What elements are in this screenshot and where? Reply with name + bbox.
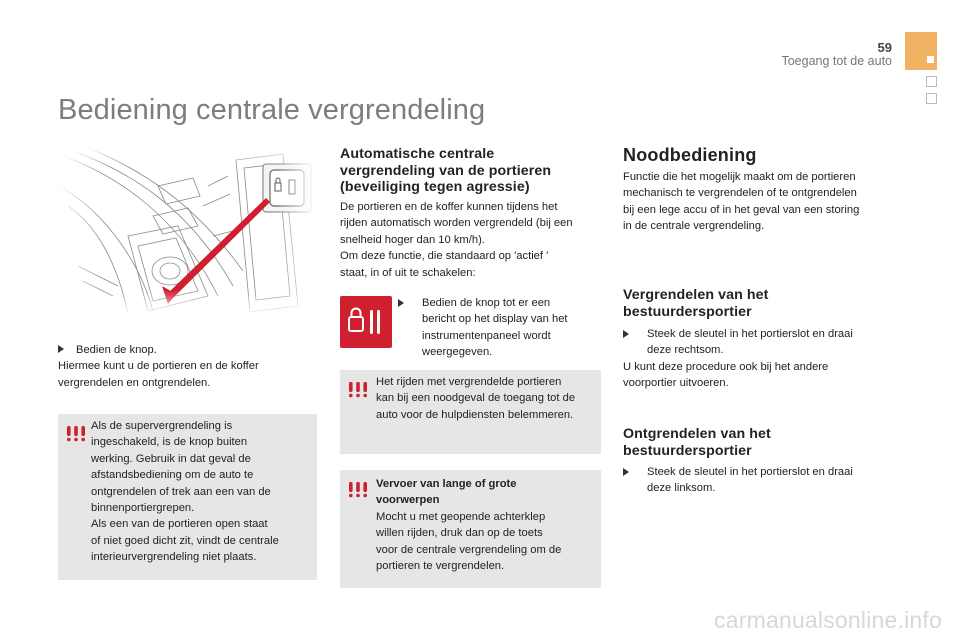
middle-warning-2-text — [376, 476, 598, 574]
lock-button-icon — [340, 296, 392, 348]
section1-text-line: U kunt deze procedure ook bij het andere — [623, 360, 829, 373]
middle-text-line: rijden automatisch worden vergrendeld (bij een — [340, 217, 573, 230]
middle-heading-line: vergrendeling van de portieren — [340, 162, 552, 179]
middle-bullet-item — [398, 295, 598, 361]
left-warning-line: Als de supervergrendeling is — [91, 420, 233, 432]
section2-bullet — [623, 464, 888, 497]
middle-text — [340, 199, 602, 281]
middle-text-line: Om deze functie, die standaard op 'actief ' — [340, 250, 549, 263]
section1-bullet-line: deze rechtsom. — [647, 344, 724, 357]
warning-exclamation-icon — [64, 424, 88, 442]
chapter-tab[interactable] — [905, 32, 937, 70]
right-text-line: bij een lege accu of in het geval van een storing — [623, 203, 860, 216]
right-text-line: Functie die het mogelijk maakt om de portieren — [623, 171, 856, 183]
middle-warning-box-1 — [340, 370, 601, 454]
section1-body — [623, 326, 888, 392]
warning-exclamation-icon — [346, 380, 370, 398]
left-bullet-text: Bedien de knop. — [76, 344, 157, 356]
section2-heading-line: bestuurdersportier — [623, 442, 752, 459]
warning-exclamation-icon — [346, 480, 370, 498]
left-bullet — [58, 342, 308, 358]
bullet-triangle-icon — [58, 345, 64, 353]
watermark: carmanualsonline.info — [714, 607, 942, 633]
chapter-title: Toegang tot de auto — [781, 54, 892, 68]
page-number: 59 — [877, 40, 892, 55]
chapter-tab-empty-1[interactable] — [926, 76, 937, 87]
middle-bullet-line: instrumentenpaneel wordt — [422, 329, 551, 342]
tab-marker-icon — [927, 56, 934, 63]
right-text — [623, 169, 888, 235]
left-warning-line: of niet goed dicht zit, vindt de centrale — [91, 534, 279, 547]
middle-warning-1-line: kan bij een noodgeval de toegang tot de — [376, 392, 576, 405]
chapter-tab-empty-2[interactable] — [926, 93, 937, 104]
left-warning-line: Als een van de portieren open staat — [91, 518, 268, 531]
middle-warning-1-line: Het rijden met vergrendelde portieren — [376, 376, 562, 388]
left-warning-box — [58, 414, 317, 580]
middle-bullet-line: weergegeven. — [422, 346, 493, 359]
section2-heading — [623, 426, 888, 459]
left-warning-line: binnenportiergrepen. — [91, 502, 195, 515]
section1-heading — [623, 287, 888, 320]
middle-text-line: staat, in of uit te schakelen: — [340, 266, 476, 279]
left-warning-line: interieurvergrendeling niet plaats. — [91, 551, 257, 564]
middle-heading — [340, 146, 602, 196]
middle-heading-line: Automatische centrale — [340, 146, 495, 162]
right-text-line: in de centrale vergrendeling. — [623, 220, 765, 233]
middle-warning-2-line: portieren te vergrendelen. — [376, 560, 505, 573]
section1-text-line: voorportier uitvoeren. — [623, 377, 729, 390]
middle-warning-2-title: Vervoer van lange of grote — [376, 478, 517, 490]
left-warning-line: ingeschakeld, is de knop buiten — [91, 436, 248, 449]
middle-bullet-line: bericht op het display van het — [422, 313, 568, 326]
section1-heading-line: bestuurdersportier — [623, 303, 752, 320]
middle-text-line: De portieren en de koffer kunnen tijdens het — [340, 201, 558, 213]
section2-body — [623, 464, 888, 497]
section1-heading-line: Vergrendelen van het — [623, 287, 769, 303]
right-text-line: mechanisch te vergrendelen of te ontgrendelen — [623, 187, 857, 200]
left-text-block — [58, 342, 308, 391]
console-illustration — [58, 146, 316, 316]
middle-warning-box-2 — [340, 470, 601, 588]
section2-heading-line: Ontgrendelen van het — [623, 426, 771, 442]
section1-bullet-line: Steek de sleutel in het portierslot en draai — [647, 328, 853, 340]
middle-warning-1-line: auto voor de hulpdiensten belemmeren. — [376, 408, 574, 421]
middle-text-line: snelheid hoger dan 10 km/h). — [340, 233, 485, 246]
section2-bullet-line: Steek de sleutel in het portierslot en draai — [647, 466, 853, 478]
left-text: Hiermee kunt u de portieren en de koffer vergrendelen en ontgrendelen. — [58, 360, 259, 389]
middle-warning-2-title: voorwerpen — [376, 494, 440, 507]
middle-warning-2-line: Mocht u met geopende achterklep — [376, 510, 546, 523]
section2-bullet-line: deze linksom. — [647, 482, 716, 495]
bullet-triangle-icon — [398, 299, 404, 307]
left-warning-text — [91, 418, 313, 566]
middle-warning-2-line: willen rijden, druk dan op de toets — [376, 527, 543, 540]
section1-bullet — [623, 326, 888, 359]
right-heading: Noodbediening — [623, 145, 757, 165]
middle-heading-line: (beveiliging tegen agressie) — [340, 179, 530, 195]
left-warning-line: werking. Gebruik in dat geval de — [91, 452, 251, 465]
left-warning-line: afstandsbediening om de auto te — [91, 469, 254, 482]
middle-bullet — [398, 295, 598, 361]
middle-bullet-line: Bedien de knop tot er een — [422, 297, 551, 309]
left-warning-line: ontgrendelen of trek aan een van de — [91, 485, 271, 498]
middle-warning-2-line: voor de centrale vergrendeling om de — [376, 543, 562, 556]
middle-warning-1-text — [376, 374, 598, 423]
bullet-triangle-icon — [623, 468, 629, 476]
page-title: Bediening centrale vergrendeling — [58, 94, 486, 126]
bullet-triangle-icon — [623, 330, 629, 338]
